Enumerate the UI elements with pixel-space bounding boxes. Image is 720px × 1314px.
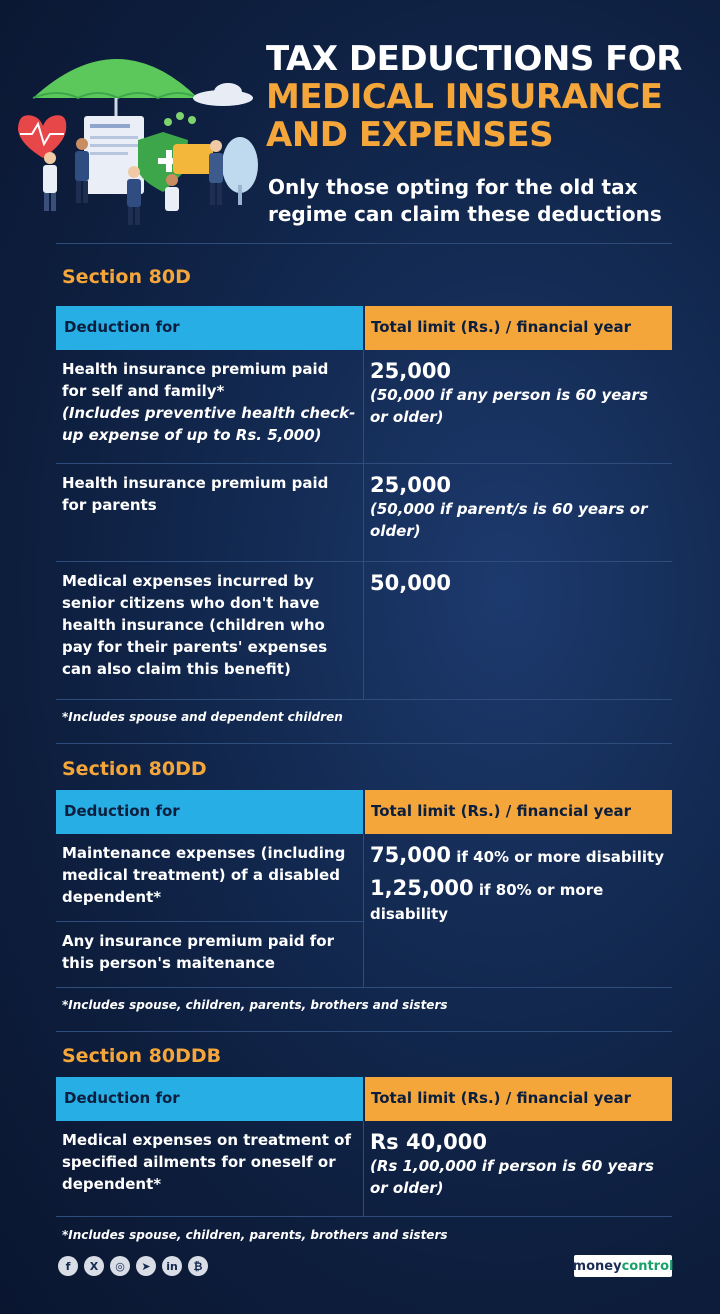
footnote-80ddb: *Includes spouse, children, parents, brothers and sisters [62, 1228, 448, 1242]
instagram-icon[interactable]: ◎ [110, 1256, 130, 1276]
deduction-text: Health insurance premium paid for self and family* [62, 360, 329, 400]
footnote-80d: *Includes spouse and dependent children [62, 710, 343, 724]
health-insurance-illustration-icon [8, 40, 268, 230]
page-subtitle: Only those opting for the old tax regime can claim these deductions [268, 175, 662, 226]
table-row [56, 464, 672, 562]
deduction-cell [56, 464, 364, 561]
brand-logo [574, 1255, 672, 1277]
linkedin-icon[interactable]: in [162, 1256, 182, 1276]
divider [56, 243, 672, 244]
deduction-text: Medical expenses on treatment of specified ailments for oneself or dependent* [62, 1131, 351, 1193]
deduction-note: (Includes preventive health check-up expense of up to Rs. 5,000) [62, 404, 356, 444]
limit-value: Rs 40,000 [370, 1130, 488, 1154]
divider [56, 1031, 672, 1032]
section-title-80dd: Section 80DD [62, 758, 207, 780]
limit-condition: if 80% or more disability [370, 881, 604, 923]
table-80ddb [56, 1077, 672, 1217]
limit-value: 50,000 [370, 571, 452, 595]
limit-cell [364, 834, 672, 987]
header-deduction-for: Deduction for [56, 1077, 363, 1121]
limit-line-1 [370, 842, 666, 871]
header [0, 0, 720, 245]
deduction-cell [56, 562, 364, 699]
social-links [58, 1256, 208, 1276]
table-body [56, 834, 672, 988]
deduction-cell: Any insurance premium paid for this person's maitenance [62, 932, 334, 972]
table-row [56, 562, 672, 700]
table-row [56, 1121, 672, 1217]
title-line-2: MEDICAL INSURANCE [266, 77, 663, 117]
facebook-icon[interactable]: f [58, 1256, 78, 1276]
limit-cell [364, 1121, 672, 1216]
deduction-cell: Maintenance expenses (including medical treatment) of a disabled dependent* [56, 834, 363, 922]
section-title-80ddb: Section 80DDB [62, 1045, 222, 1067]
footnote-80dd: *Includes spouse, children, parents, brothers and sisters [62, 998, 448, 1012]
deduction-text: Medical expenses incurred by senior citizens who don't have health insurance (children who pay for their parents' expenses can also claim this benefit) [62, 572, 328, 678]
deduction-cell [56, 350, 364, 463]
table-row [56, 350, 672, 464]
page-title [266, 40, 716, 154]
limit-line-2 [370, 875, 666, 926]
section-title-80d: Section 80D [62, 266, 191, 288]
table-80d [56, 306, 672, 700]
table-header [56, 306, 672, 350]
limit-note: (50,000 if any person is 60 years or older) [370, 386, 648, 426]
header-total-limit: Total limit (Rs.) / financial year [365, 790, 672, 834]
table-header [56, 790, 672, 834]
limit-value: 1,25,000 [370, 876, 474, 900]
table-80dd [56, 790, 672, 988]
header-deduction-for: Deduction for [56, 306, 363, 350]
brand-part-1: money [572, 1258, 622, 1274]
limit-cell [364, 464, 672, 561]
limit-note: (50,000 if parent/s is 60 years or older) [370, 500, 648, 540]
header-total-limit: Total limit (Rs.) / financial year [365, 306, 672, 350]
limit-cell [364, 350, 672, 463]
divider [56, 743, 672, 744]
telegram-icon[interactable]: ➤ [136, 1256, 156, 1276]
x-icon[interactable]: X [84, 1256, 104, 1276]
limit-value: 25,000 [370, 473, 452, 497]
limit-cell [364, 562, 672, 699]
brand-part-2: control [621, 1258, 674, 1274]
limit-note: (Rs 1,00,000 if person is 60 years or older) [370, 1157, 654, 1197]
header-total-limit: Total limit (Rs.) / financial year [365, 1077, 672, 1121]
title-line-3: AND EXPENSES [266, 115, 554, 155]
limit-value: 75,000 [370, 843, 452, 867]
deduction-cell [56, 1121, 364, 1216]
deduction-column [56, 834, 364, 987]
limit-value: 25,000 [370, 359, 452, 383]
header-deduction-for: Deduction for [56, 790, 363, 834]
coin-icon[interactable]: ₿ [188, 1256, 208, 1276]
title-line-1: TAX DEDUCTIONS FOR [266, 39, 682, 79]
deduction-text: Health insurance premium paid for parents [62, 474, 329, 514]
limit-condition: if 40% or more disability [451, 848, 664, 866]
table-header [56, 1077, 672, 1121]
